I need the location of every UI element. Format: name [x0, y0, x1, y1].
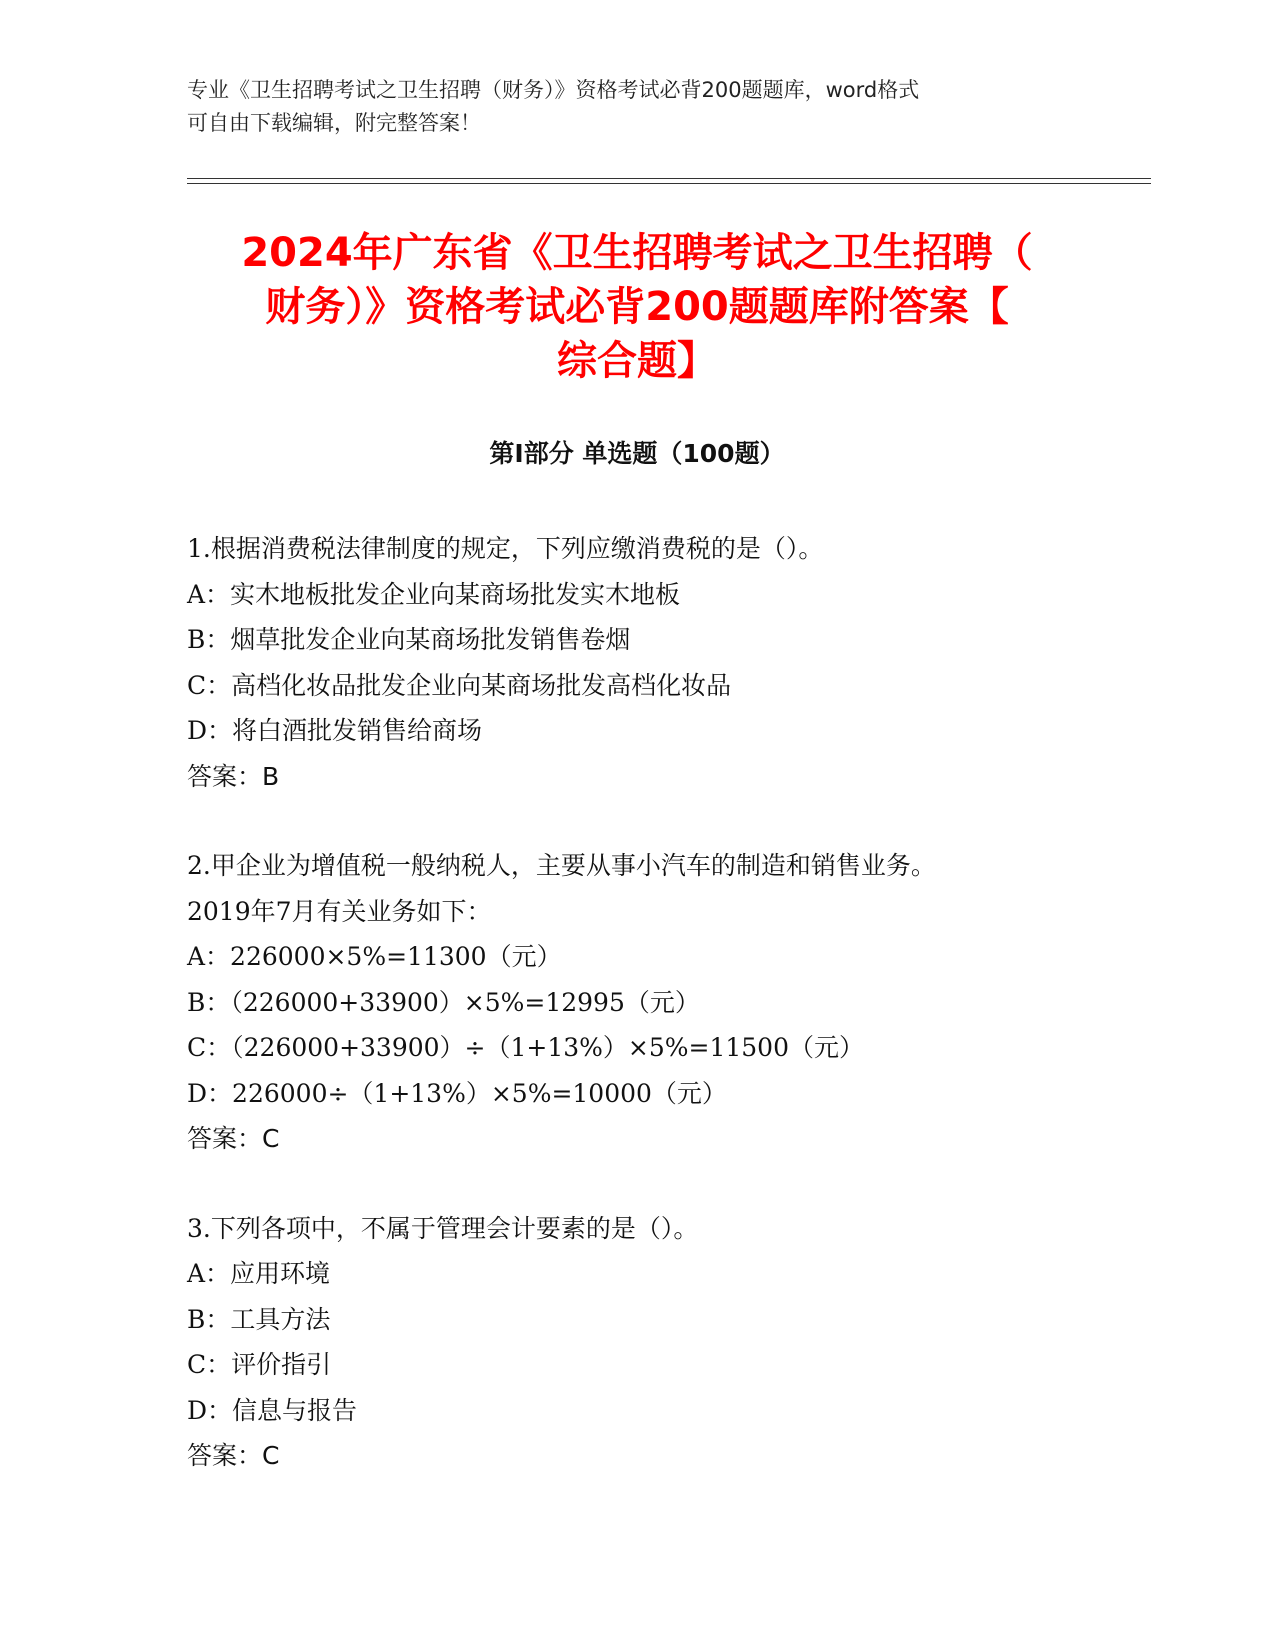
header-divider-top — [187, 178, 1151, 179]
document-title-line-3: 综合题】 — [557, 338, 717, 384]
question-1 — [187, 526, 1087, 799]
document-title — [187, 226, 1087, 388]
question-stem: 3.下列各项中，不属于管理会计要素的是（）。 — [187, 1213, 699, 1243]
header-note — [187, 74, 1087, 140]
header-note-line-2: 可自由下载编辑，附完整答案！ — [187, 111, 481, 135]
header-note-line-1: 专业《卫生招聘考试之卫生招聘（财务）》资格考试必背200题题库，word格式 — [187, 78, 920, 102]
question-list — [187, 526, 1087, 1523]
question-stem: 2.甲企业为增值税一般纳税人，主要从事小汽车的制造和销售业务。 — [187, 851, 936, 880]
option-a: A：实木地板批发企业向某商场批发实木地板 — [187, 579, 681, 609]
answer: 答案：B — [187, 761, 280, 791]
option-c: C：（226000+33900）÷（1+13%）×5%=11500（元） — [187, 1033, 864, 1062]
answer: 答案：C — [187, 1124, 280, 1153]
option-a: A：226000×5%=11300（元） — [187, 942, 562, 971]
document-title-line-2: 财务）》资格考试必背200题题库附答案【 — [265, 284, 1009, 330]
question-stem-continued: 2019年7月有关业务如下： — [187, 896, 492, 926]
option-d: D：将白酒批发销售给商场 — [187, 716, 483, 745]
option-b: B：（226000+33900）×5%=12995（元） — [187, 987, 700, 1017]
document-title-line-1: 2024年广东省《卫生招聘考试之卫生招聘（ — [241, 230, 1033, 276]
option-b: B：烟草批发企业向某商场批发销售卷烟 — [187, 625, 631, 654]
option-b: B：工具方法 — [187, 1304, 331, 1334]
option-a: A：应用环境 — [187, 1259, 331, 1288]
option-d: D：226000÷（1+13%）×5%=10000（元） — [187, 1078, 727, 1108]
question-3 — [187, 1206, 1087, 1479]
header-divider-bottom — [187, 183, 1151, 184]
option-c: C：高档化妆品批发企业向某商场批发高档化妆品 — [187, 670, 732, 700]
section-title: 第I部分 单选题（100题） — [489, 439, 785, 468]
question-2 — [187, 843, 1087, 1162]
answer: 答案：C — [187, 1441, 280, 1470]
option-c: C：评价指引 — [187, 1350, 332, 1379]
option-d: D：信息与报告 — [187, 1395, 358, 1425]
question-stem: 1.根据消费税法律制度的规定，下列应缴消费税的是（）。 — [187, 534, 824, 563]
